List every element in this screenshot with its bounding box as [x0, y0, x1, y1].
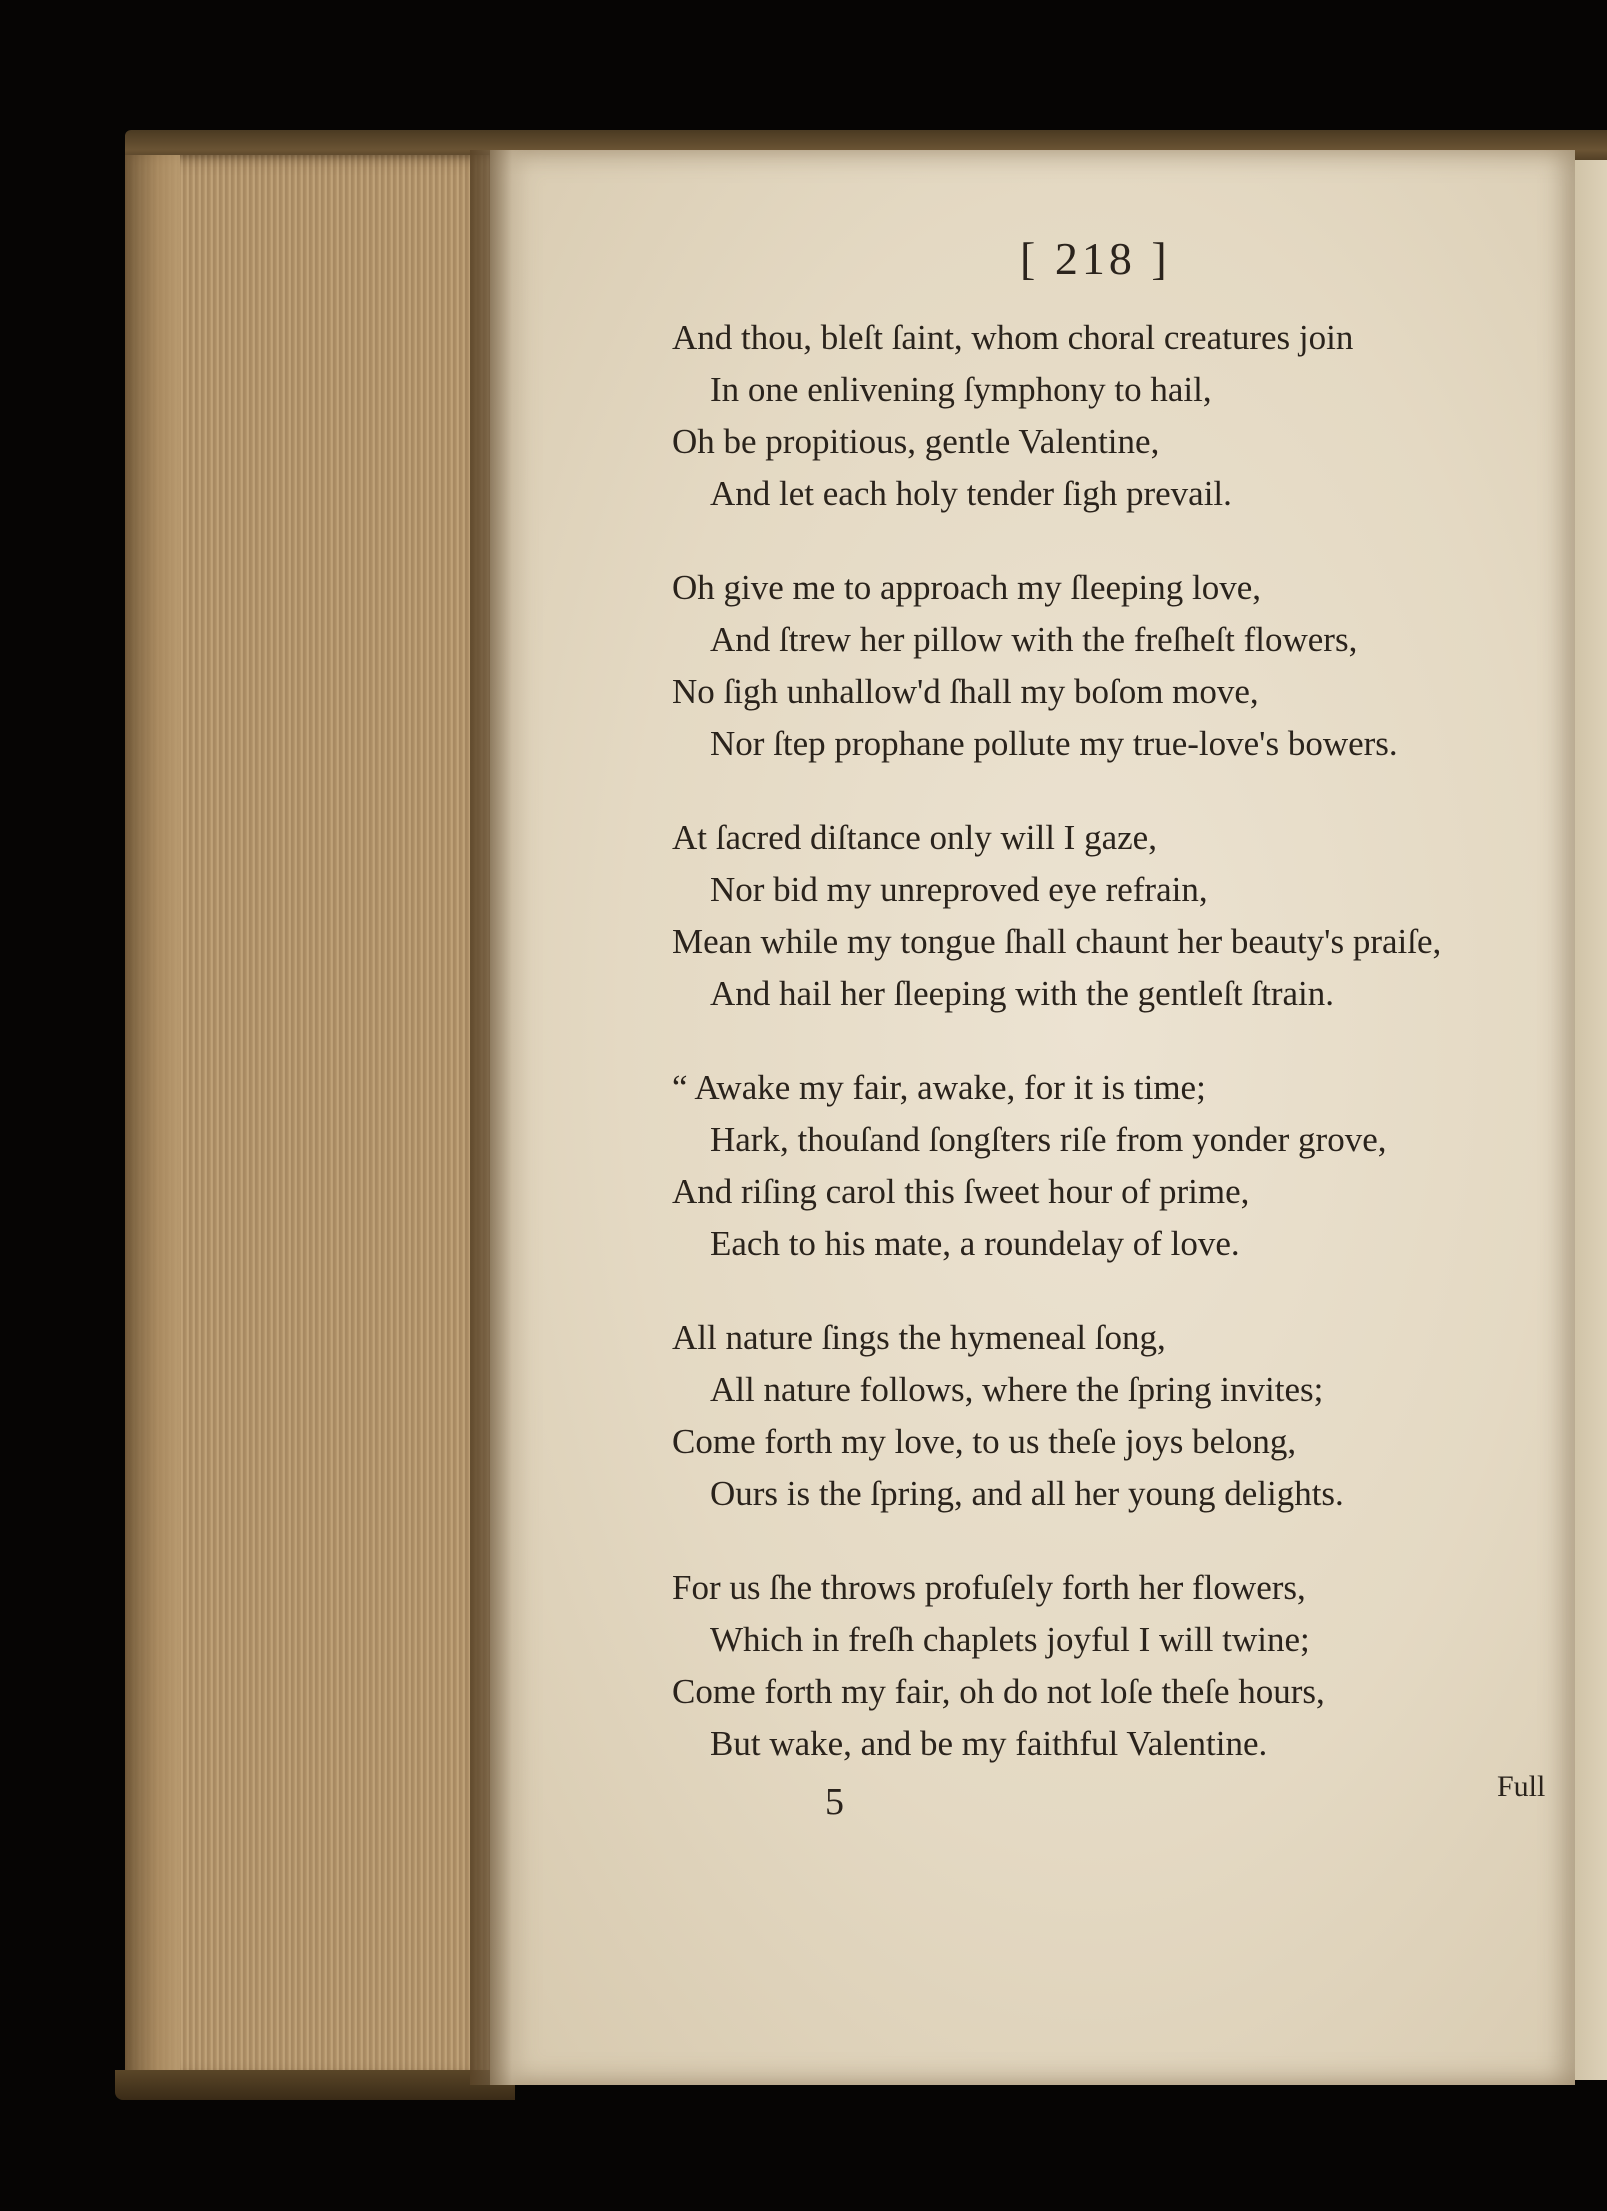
binding-edge [125, 155, 180, 2080]
stanza [672, 562, 1542, 770]
poem-line: Oh give me to approach my ſleeping love, [672, 568, 1262, 607]
poem-line: But wake, and be my faithful Valentine. [710, 1724, 1268, 1763]
poem-line: All nature ſings the hymeneal ſong, [672, 1318, 1166, 1357]
poem-line: And thou, bleſt ſaint, whom choral creatures join [672, 318, 1354, 357]
poem-line: Which in freſh chaplets joyful I will twine; [710, 1620, 1310, 1659]
stanza [672, 1312, 1542, 1520]
poem-line: Nor ſtep prophane pollute my true-love's bowers. [710, 724, 1398, 763]
poem-line: In one enlivening ſymphony to hail, [710, 370, 1212, 409]
poem-line: Each to his mate, a roundelay of love. [710, 1224, 1240, 1263]
poem-line: And let each holy tender ſigh prevail. [710, 474, 1232, 513]
stanza [672, 812, 1542, 1020]
poem-line: Come forth my fair, oh do not loſe theſe hours, [672, 1672, 1325, 1711]
poem-line: Nor bid my unreproved eye refrain, [710, 870, 1208, 909]
stanza [672, 1562, 1542, 1770]
book-cover-bottom [115, 2070, 515, 2100]
poem-line: Mean while my tongue ſhall chaunt her beauty's praiſe, [672, 922, 1442, 961]
poem-line: For us ſhe throws profuſely forth her flowers, [672, 1568, 1306, 1607]
poem-line: And ſtrew her pillow with the freſheſt flowers, [710, 620, 1358, 659]
poem-text [672, 312, 1542, 1812]
page-edges [125, 155, 495, 2080]
page-gutter [470, 150, 530, 2085]
poem-line: Hark, thouſand ſongſters riſe from yonder grove, [710, 1120, 1387, 1159]
poem-line: And riſing carol this ſweet hour of prime, [672, 1172, 1250, 1211]
stanza [672, 1062, 1542, 1270]
poem-line: Come forth my love, to us theſe joys belong, [672, 1422, 1297, 1461]
stanza [672, 312, 1542, 520]
poem-line: “ Awake my fair, awake, for it is time; [672, 1068, 1206, 1107]
signature-mark: 5 [825, 1781, 844, 1823]
catchword: Full [1497, 1770, 1546, 1803]
poem-line: Ours is the ſpring, and all her young delights. [710, 1474, 1344, 1513]
poem-line: And hail her ſleeping with the gentleſt ſtrain. [710, 974, 1335, 1013]
poem-line: Oh be propitious, gentle Valentine, [672, 422, 1160, 461]
poem-line: All nature follows, where the ſpring invites; [710, 1370, 1324, 1409]
poem-line: At ſacred diſtance only will I gaze, [672, 818, 1157, 857]
page-number-header: [ 218 ] [1020, 233, 1171, 284]
poem-line: No ſigh unhallow'd ſhall my boſom move, [672, 672, 1259, 711]
